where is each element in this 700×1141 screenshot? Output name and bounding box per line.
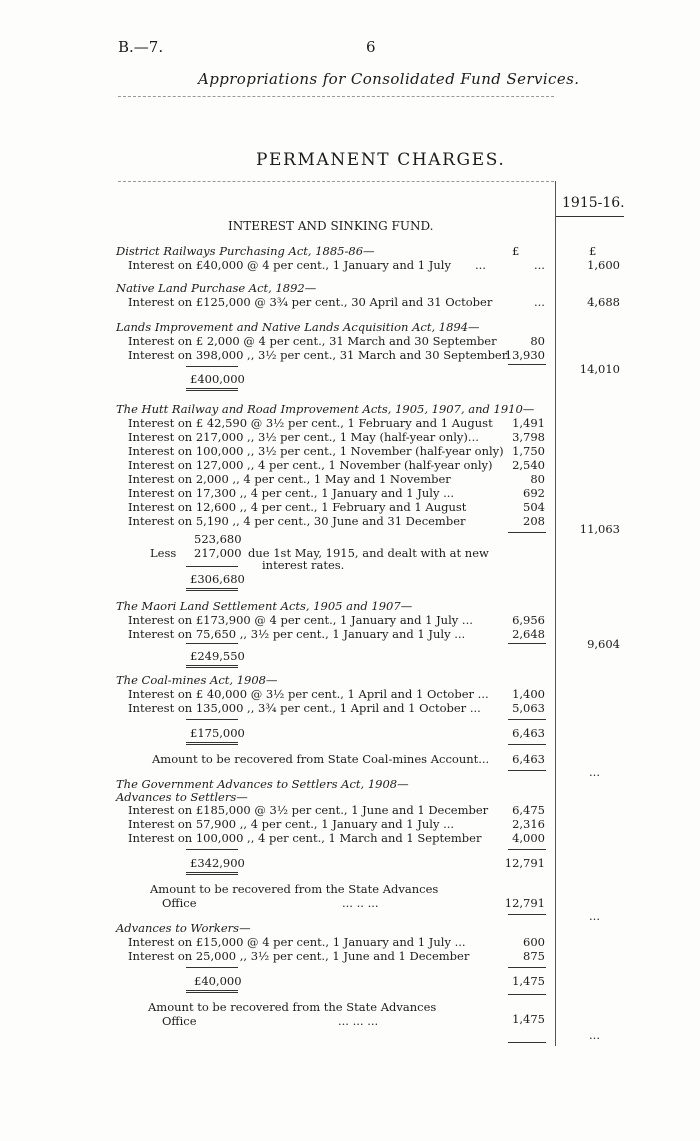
page-subtitle: Appropriations for Consolidated Fund Services. [198,70,580,88]
interest-amount: 2,316 [512,817,545,831]
sum-rule [508,643,546,644]
interest-line: Interest on £40,000 @ 4 per cent., 1 January and 1 July [128,258,451,272]
interest-line: Interest on 100,000 ,, 3½ per cent., 1 November (half-year only) [128,444,504,458]
entry-total: 4,688 [587,295,620,309]
interest-amount: 875 [523,949,545,963]
sum-rule [508,744,546,745]
interest-amount: 6,475 [512,803,545,817]
interest-line: Interest on £15,000 @ 4 per cent., 1 January and 1 July ... [128,935,466,949]
entry-total: ... [589,1028,600,1042]
recovery-line: Amount to be recovered from the State Advances [148,1000,437,1014]
interest-amount: 1,491 [512,416,545,430]
sum-rule [508,994,546,995]
entry-heading: Native Land Purchase Act, 1892— [116,281,317,295]
leader-dots: ... [475,258,486,272]
interest-line: Interest on £173,900 @ 4 per cent., 1 January and 1 July ... [128,613,473,627]
recovery-line: Office [162,1014,197,1028]
entry-total: ... [589,909,600,923]
document-reference: B.—7. [118,38,164,56]
double-rule [186,588,238,591]
interest-amount: 4,000 [512,831,545,845]
interest-amount: 692 [523,486,545,500]
leader-dots: ... [534,295,545,309]
interest-line: Interest on 135,000 ,, 3¾ per cent., 1 April and 1 October ... [128,701,481,715]
leader-dots: ... .. ... [342,896,379,910]
entry-heading: Lands Improvement and Native Lands Acquisition Act, 1894— [116,320,480,334]
entry-heading: District Railways Purchasing Act, 1885-86— [116,244,375,258]
interest-amount: 208 [523,514,545,528]
interest-amount: 1,400 [512,687,545,701]
sum-rule [186,967,238,968]
interest-line: Interest on 57,900 ,, 4 per cent., 1 January and 1 July ... [128,817,455,831]
recovery-amount: 1,475 [512,1012,545,1026]
sum-rule [508,719,546,720]
sum-rule [508,967,546,968]
sum-amount: 12,791 [504,856,545,870]
sum-amount: 6,463 [512,726,545,740]
entry-total: 11,063 [579,522,620,536]
entry-total: 14,010 [579,362,620,376]
interest-line: Interest on 17,300 ,, 4 per cent., 1 January and 1 July ... [128,486,455,500]
interest-line: Interest on 5,190 ,, 4 per cent., 30 June and 31 December [128,514,466,528]
interest-line: Interest on £ 42,590 @ 3½ per cent., 1 February and 1 August [128,416,493,430]
recovery-amount: 12,791 [504,896,545,910]
leader-dots: ... ... ... [338,1014,379,1028]
page-number: 6 [366,38,376,56]
entry-total: 1,600 [587,258,620,272]
sub-heading: Advances to Workers— [116,921,251,935]
less-text: due 1st May, 1915, and dealt with at new [248,546,489,560]
principal-total: £306,680 [190,572,245,586]
entry-heading: The Hutt Railway and Road Improvement Acts, 1905, 1907, and 1910— [116,402,535,416]
pound-sign: £ [512,244,520,258]
less-label: Less [150,546,177,560]
interest-line: Interest on 398,000 ,, 3½ per cent., 31 March and 30 September [128,348,508,362]
interest-amount: 3,798 [512,430,545,444]
interest-line: Interest on £185,000 @ 3½ per cent., 1 June and 1 December [128,803,489,817]
column-separator [555,181,556,1046]
recovery-line: Amount to be recovered from the State Advances [150,882,439,896]
sum-rule [186,366,238,367]
interest-amount: 80 [530,334,545,348]
interest-amount: 80 [530,472,545,486]
principal-total: £40,000 [194,974,242,988]
principal-total: £249,550 [190,649,245,663]
year-heading: 1915-16. [562,195,625,211]
page-title: PERMANENT CHARGES. [256,150,506,170]
principal-total: £342,900 [190,856,245,870]
less-text: interest rates. [262,558,345,572]
recovery-line: Amount to be recovered from State Coal-mines Account... [152,752,490,766]
sum-rule [186,719,238,720]
less-amount: 217,000 [194,546,242,560]
sum-rule [186,643,238,644]
interest-amount: 13,930 [504,348,545,362]
double-rule [186,665,238,668]
section-heading: INTEREST AND SINKING FUND. [228,219,434,233]
interest-amount: 5,063 [512,701,545,715]
year-rule [556,216,624,217]
sum-rule [508,532,546,533]
interest-amount: 6,956 [512,613,545,627]
recovery-amount: 6,463 [512,752,545,766]
interest-line: Interest on 75,650 ,, 3½ per cent., 1 January and 1 July ... [128,627,466,641]
sum-amount: 1,475 [512,974,545,988]
interest-amount: 2,540 [512,458,545,472]
principal-total: £175,000 [190,726,245,740]
sum-rule [186,566,238,567]
double-rule [186,742,238,745]
interest-amount: 504 [523,500,545,514]
leader-dots: ... [534,258,545,272]
title-divider [118,181,554,182]
double-rule [186,872,238,875]
entry-heading: The Government Advances to Settlers Act, 1908— [116,777,409,791]
interest-line: Interest on 2,000 ,, 4 per cent., 1 May and 1 November [128,472,451,486]
entry-heading: The Maori Land Settlement Acts, 1905 and 1907— [116,599,413,613]
interest-amount: 1,750 [512,444,545,458]
principal-total: £400,000 [190,372,245,386]
header-divider [118,96,554,97]
interest-amount: 600 [523,935,545,949]
sum-rule [508,364,546,365]
sum-rule [508,770,546,771]
pound-sign: £ [589,244,597,258]
double-rule [186,388,238,391]
interest-line: Interest on £ 2,000 @ 4 per cent., 31 March and 30 September [128,334,497,348]
interest-line: Interest on 25,000 ,, 3½ per cent., 1 June and 1 December [128,949,470,963]
recovery-line: Office [162,896,197,910]
sum-rule [508,914,546,915]
interest-amount: 2,648 [512,627,545,641]
interest-line: Interest on £125,000 @ 3¾ per cent., 30 April and 31 October [128,295,493,309]
subtotal: 523,680 [194,532,242,546]
entry-total: 9,604 [587,637,620,651]
sum-rule [508,849,546,850]
sub-heading: Advances to Settlers— [116,790,248,804]
entry-total: ... [589,765,600,779]
interest-line: Interest on 127,000 ,, 4 per cent., 1 November (half-year only) [128,458,493,472]
double-rule [186,990,238,993]
sum-rule [508,1042,546,1043]
interest-line: Interest on 100,000 ,, 4 per cent., 1 March and 1 September [128,831,482,845]
interest-line: Interest on £ 40,000 @ 3½ per cent., 1 April and 1 October ... [128,687,489,701]
entry-heading: The Coal-mines Act, 1908— [116,673,278,687]
sum-rule [186,849,238,850]
interest-line: Interest on 217,000 ,, 3½ per cent., 1 May (half-year only)... [128,430,479,444]
interest-line: Interest on 12,600 ,, 4 per cent., 1 February and 1 August [128,500,467,514]
